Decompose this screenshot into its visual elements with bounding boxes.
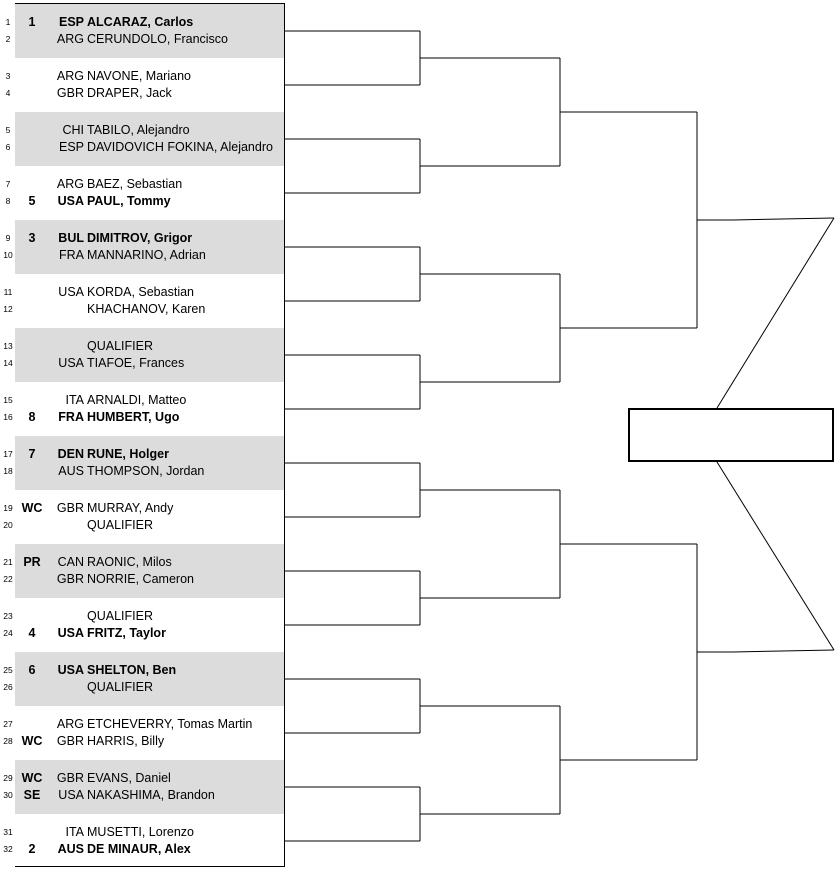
country-code: CAN [57, 555, 84, 569]
player-name: QUALIFIER [87, 339, 153, 353]
draw-number: 7 [5, 179, 11, 189]
draw-number: 29 [3, 773, 13, 783]
country-code: GBR [56, 771, 84, 785]
seed-label: 2 [28, 842, 36, 856]
country-code: BUL [58, 231, 84, 245]
seed-label: 3 [28, 231, 36, 245]
draw-number: 9 [5, 233, 11, 243]
country-code: USA [57, 194, 84, 208]
country-code: AUS [57, 842, 84, 856]
draw-number: 17 [3, 449, 13, 459]
draw-number: 5 [5, 125, 11, 135]
draw-number: 19 [3, 503, 13, 513]
country-code: ARG [56, 177, 84, 191]
draw-number: 20 [3, 520, 13, 530]
player-name: QUALIFIER [87, 609, 153, 623]
country-code: DEN [57, 447, 84, 461]
seed-label: WC [21, 771, 43, 785]
seed-label: 4 [28, 626, 36, 640]
player-name: MANNARINO, Adrian [87, 248, 206, 262]
country-code: CHI [62, 123, 84, 137]
country-code: USA [57, 663, 84, 677]
country-code: GBR [56, 572, 84, 586]
draw-number: 13 [3, 341, 13, 351]
draw-number: 16 [3, 412, 13, 422]
player-name: MUSETTI, Lorenzo [87, 825, 194, 839]
country-code: FRA [58, 410, 84, 424]
draw-number: 22 [3, 574, 13, 584]
player-name: HARRIS, Billy [87, 734, 165, 748]
country-code: ITA [65, 825, 84, 839]
country-code: ESP [58, 140, 84, 154]
player-name: KHACHANOV, Karen [87, 302, 206, 316]
country-code: USA [57, 626, 84, 640]
player-name: PAUL, Tommy [87, 194, 171, 208]
draw-number: 32 [3, 844, 13, 854]
draw-number: 14 [3, 358, 13, 368]
player-name: ARNALDI, Matteo [87, 393, 187, 407]
country-code: USA [58, 356, 84, 370]
draw-number: 21 [3, 557, 13, 567]
player-name: SHELTON, Ben [87, 663, 177, 677]
seed-label: SE [23, 788, 41, 802]
draw-number: 12 [3, 304, 13, 314]
player-name: BAEZ, Sebastian [87, 177, 183, 191]
final-bracket-line [717, 218, 834, 408]
player-name: QUALIFIER [87, 518, 153, 532]
player-name: DE MINAUR, Alex [87, 842, 191, 856]
draw-number: 28 [3, 736, 13, 746]
draw-number: 8 [5, 196, 11, 206]
draw-number: 25 [3, 665, 13, 675]
country-code: USA [58, 788, 84, 802]
country-code: GBR [56, 501, 84, 515]
player-name: TIAFOE, Frances [87, 356, 185, 370]
draw-number: 15 [3, 395, 13, 405]
draw-number: 27 [3, 719, 13, 729]
player-name: ALCARAZ, Carlos [87, 15, 194, 29]
player-name: THOMPSON, Jordan [87, 464, 205, 478]
seed-label: 5 [28, 194, 36, 208]
seed-label: WC [21, 501, 43, 515]
country-code: GBR [56, 86, 84, 100]
player-name: ETCHEVERRY, Tomas Martin [87, 717, 253, 731]
country-code: ESP [58, 15, 84, 29]
country-code: USA [58, 285, 84, 299]
player-name: RAONIC, Milos [87, 555, 172, 569]
player-name: NAVONE, Mariano [87, 69, 191, 83]
draw-number: 31 [3, 827, 13, 837]
country-code: FRA [59, 248, 84, 262]
seed-label: 7 [28, 447, 36, 461]
draw-number: 1 [5, 17, 11, 27]
draw-number: 3 [5, 71, 11, 81]
player-name: CERUNDOLO, Francisco [87, 32, 228, 46]
player-name: MURRAY, Andy [87, 501, 174, 515]
draw-number: 6 [5, 142, 11, 152]
country-code: ARG [56, 717, 84, 731]
seed-label: 1 [28, 15, 36, 29]
draw-number: 23 [3, 611, 13, 621]
final-bracket-line [733, 218, 834, 220]
draw-number: 10 [3, 250, 13, 260]
seed-label: 8 [28, 410, 36, 424]
country-code: ARG [56, 69, 84, 83]
player-name: KORDA, Sebastian [87, 285, 194, 299]
player-name: NAKASHIMA, Brandon [87, 788, 215, 802]
country-code: GBR [56, 734, 84, 748]
country-code: AUS [58, 464, 84, 478]
player-name: FRITZ, Taylor [87, 626, 166, 640]
player-name: TABILO, Alejandro [87, 123, 190, 137]
final-bracket-line [733, 650, 834, 652]
player-name: RUNE, Holger [87, 447, 169, 461]
draw-number: 24 [3, 628, 13, 638]
player-name: EVANS, Daniel [87, 771, 171, 785]
player-name: DIMITROV, Grigor [87, 231, 193, 245]
final-winner-box [628, 408, 834, 462]
draw-number: 11 [3, 287, 13, 297]
seed-label: PR [23, 555, 41, 569]
seed-label: WC [21, 734, 43, 748]
draw-number: 18 [3, 466, 13, 476]
draw-number: 30 [3, 790, 13, 800]
draw-number: 2 [5, 34, 11, 44]
final-bracket-line [717, 462, 834, 650]
country-code: ITA [65, 393, 84, 407]
player-name: NORRIE, Cameron [87, 572, 194, 586]
player-name: HUMBERT, Ugo [87, 410, 180, 424]
player-name: DRAPER, Jack [87, 86, 172, 100]
player-name: QUALIFIER [87, 680, 153, 694]
country-code: ARG [56, 32, 84, 46]
player-name: DAVIDOVICH FOKINA, Alejandro [87, 140, 273, 154]
draw-number: 4 [5, 88, 11, 98]
draw-number: 26 [3, 682, 13, 692]
seed-label: 6 [28, 663, 36, 677]
